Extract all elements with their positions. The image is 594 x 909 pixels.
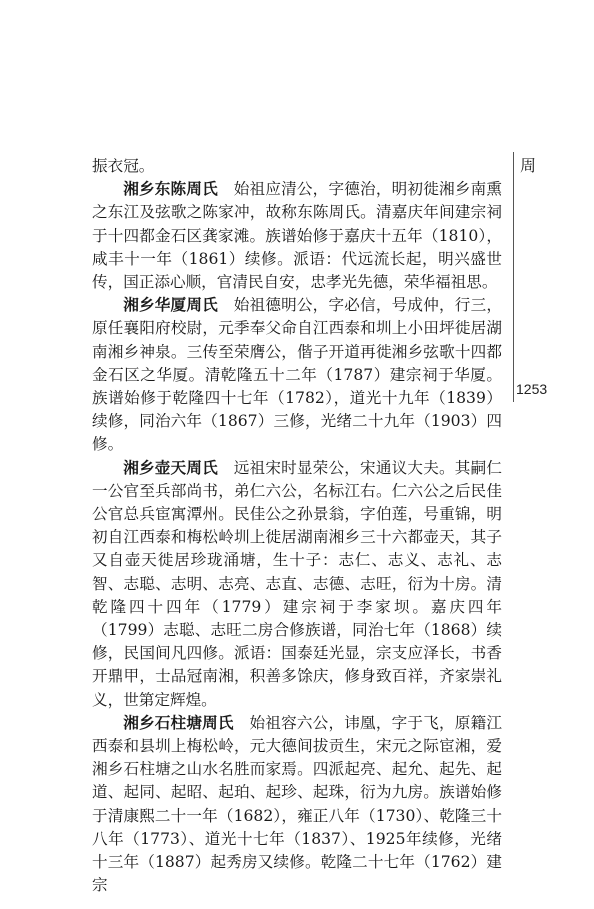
entry-hutian [92, 457, 502, 712]
opening-line: 振衣冠。 [92, 157, 155, 175]
entry-dongchen [92, 178, 502, 294]
entry-text: 始祖容六公，讳凰，字于飞，原籍江西泰和县圳上梅松岭，元大德间拔贡生，宋元之际宦湘，爱湘乡石柱塘之山水名胜而家焉。四派起亮、起允、起先、起道、起同、起昭、起珀、起珍、起珠，衍为九房。族谱始修于清康熙二十一年（1682），雍正八年（1730）、乾隆三十八年（1773）、道光十七年（1837）、1925年续修，光绪十三年（1887）起秀房又续修。乾隆二十七年（1762）建宗 [92, 713, 502, 895]
entry-shizhutang [92, 712, 502, 898]
entry-heading: 湘乡东陈周氏 [123, 180, 218, 199]
margin-rule [513, 152, 514, 402]
running-head: 周 [520, 156, 537, 175]
entry-text: 远祖宋时显荣公，宋通议大夫。其嗣仁一公官至兵部尚书，弟仁六公，名标江右。仁六公之后民佳公官总兵宦寓潭州。民佳公之孙景翁，字伯莲，号重锦，明初自江西泰和梅松岭圳上徙居湖南湘乡三十六都壶天，其子又自壶天徙居珍珑涌塘，生十子：志仁、志义、志礼、志智、志聪、志明、志亮、志直、志德、志旺，衍为十房。清乾隆四十四年（1779）建宗祠于李家坝。嘉庆四年（1799）志聪、志旺二房合修族谱，同治七年（1868）续修，民国间凡四修。派语：国泰廷光显，宗支应泽长，书香开鼎甲，士品冠南湘，积善多馀庆，修身致百祥，齐家崇礼义，世第定辉煌。 [92, 458, 502, 709]
entry-text: 始祖应清公，字德治，明初徙湘乡南熏之东江及弦歌之陈家冲，故称东陈周氏。清嘉庆年间建宗祠于十四都金石区龚家滩。族谱始修于嘉庆十五年（1810），咸丰十一年（1861）续修。派语：代远流长起，明兴盛世传，国正添心顺，官清民自安，忠孝光先德，荣华福祖思。 [92, 180, 502, 292]
entry-heading: 湘乡壶天周氏 [123, 458, 218, 477]
entry-huaxia [92, 294, 502, 456]
entry-heading: 湘乡石柱塘周氏 [123, 713, 234, 732]
body-text [92, 155, 502, 898]
entry-text: 始祖德明公，字必信，号成仲，行三，原任襄阳府校尉，元季奉父命自江西泰和圳上小田坪徙居湖南湘乡神泉。三传至荣膺公，偕子开道再徙湘乡弦歌十四都金石区之华厦。清乾隆五十二年（1787）建宗祠于华厦。族谱始修于乾隆四十七年（1782），道光十九年（1839）续修，同治六年（1867）三修，光绪二十九年（1903）四修。 [92, 296, 502, 454]
page-number: 1253 [516, 381, 548, 397]
entry-heading: 湘乡华厦周氏 [123, 296, 218, 315]
